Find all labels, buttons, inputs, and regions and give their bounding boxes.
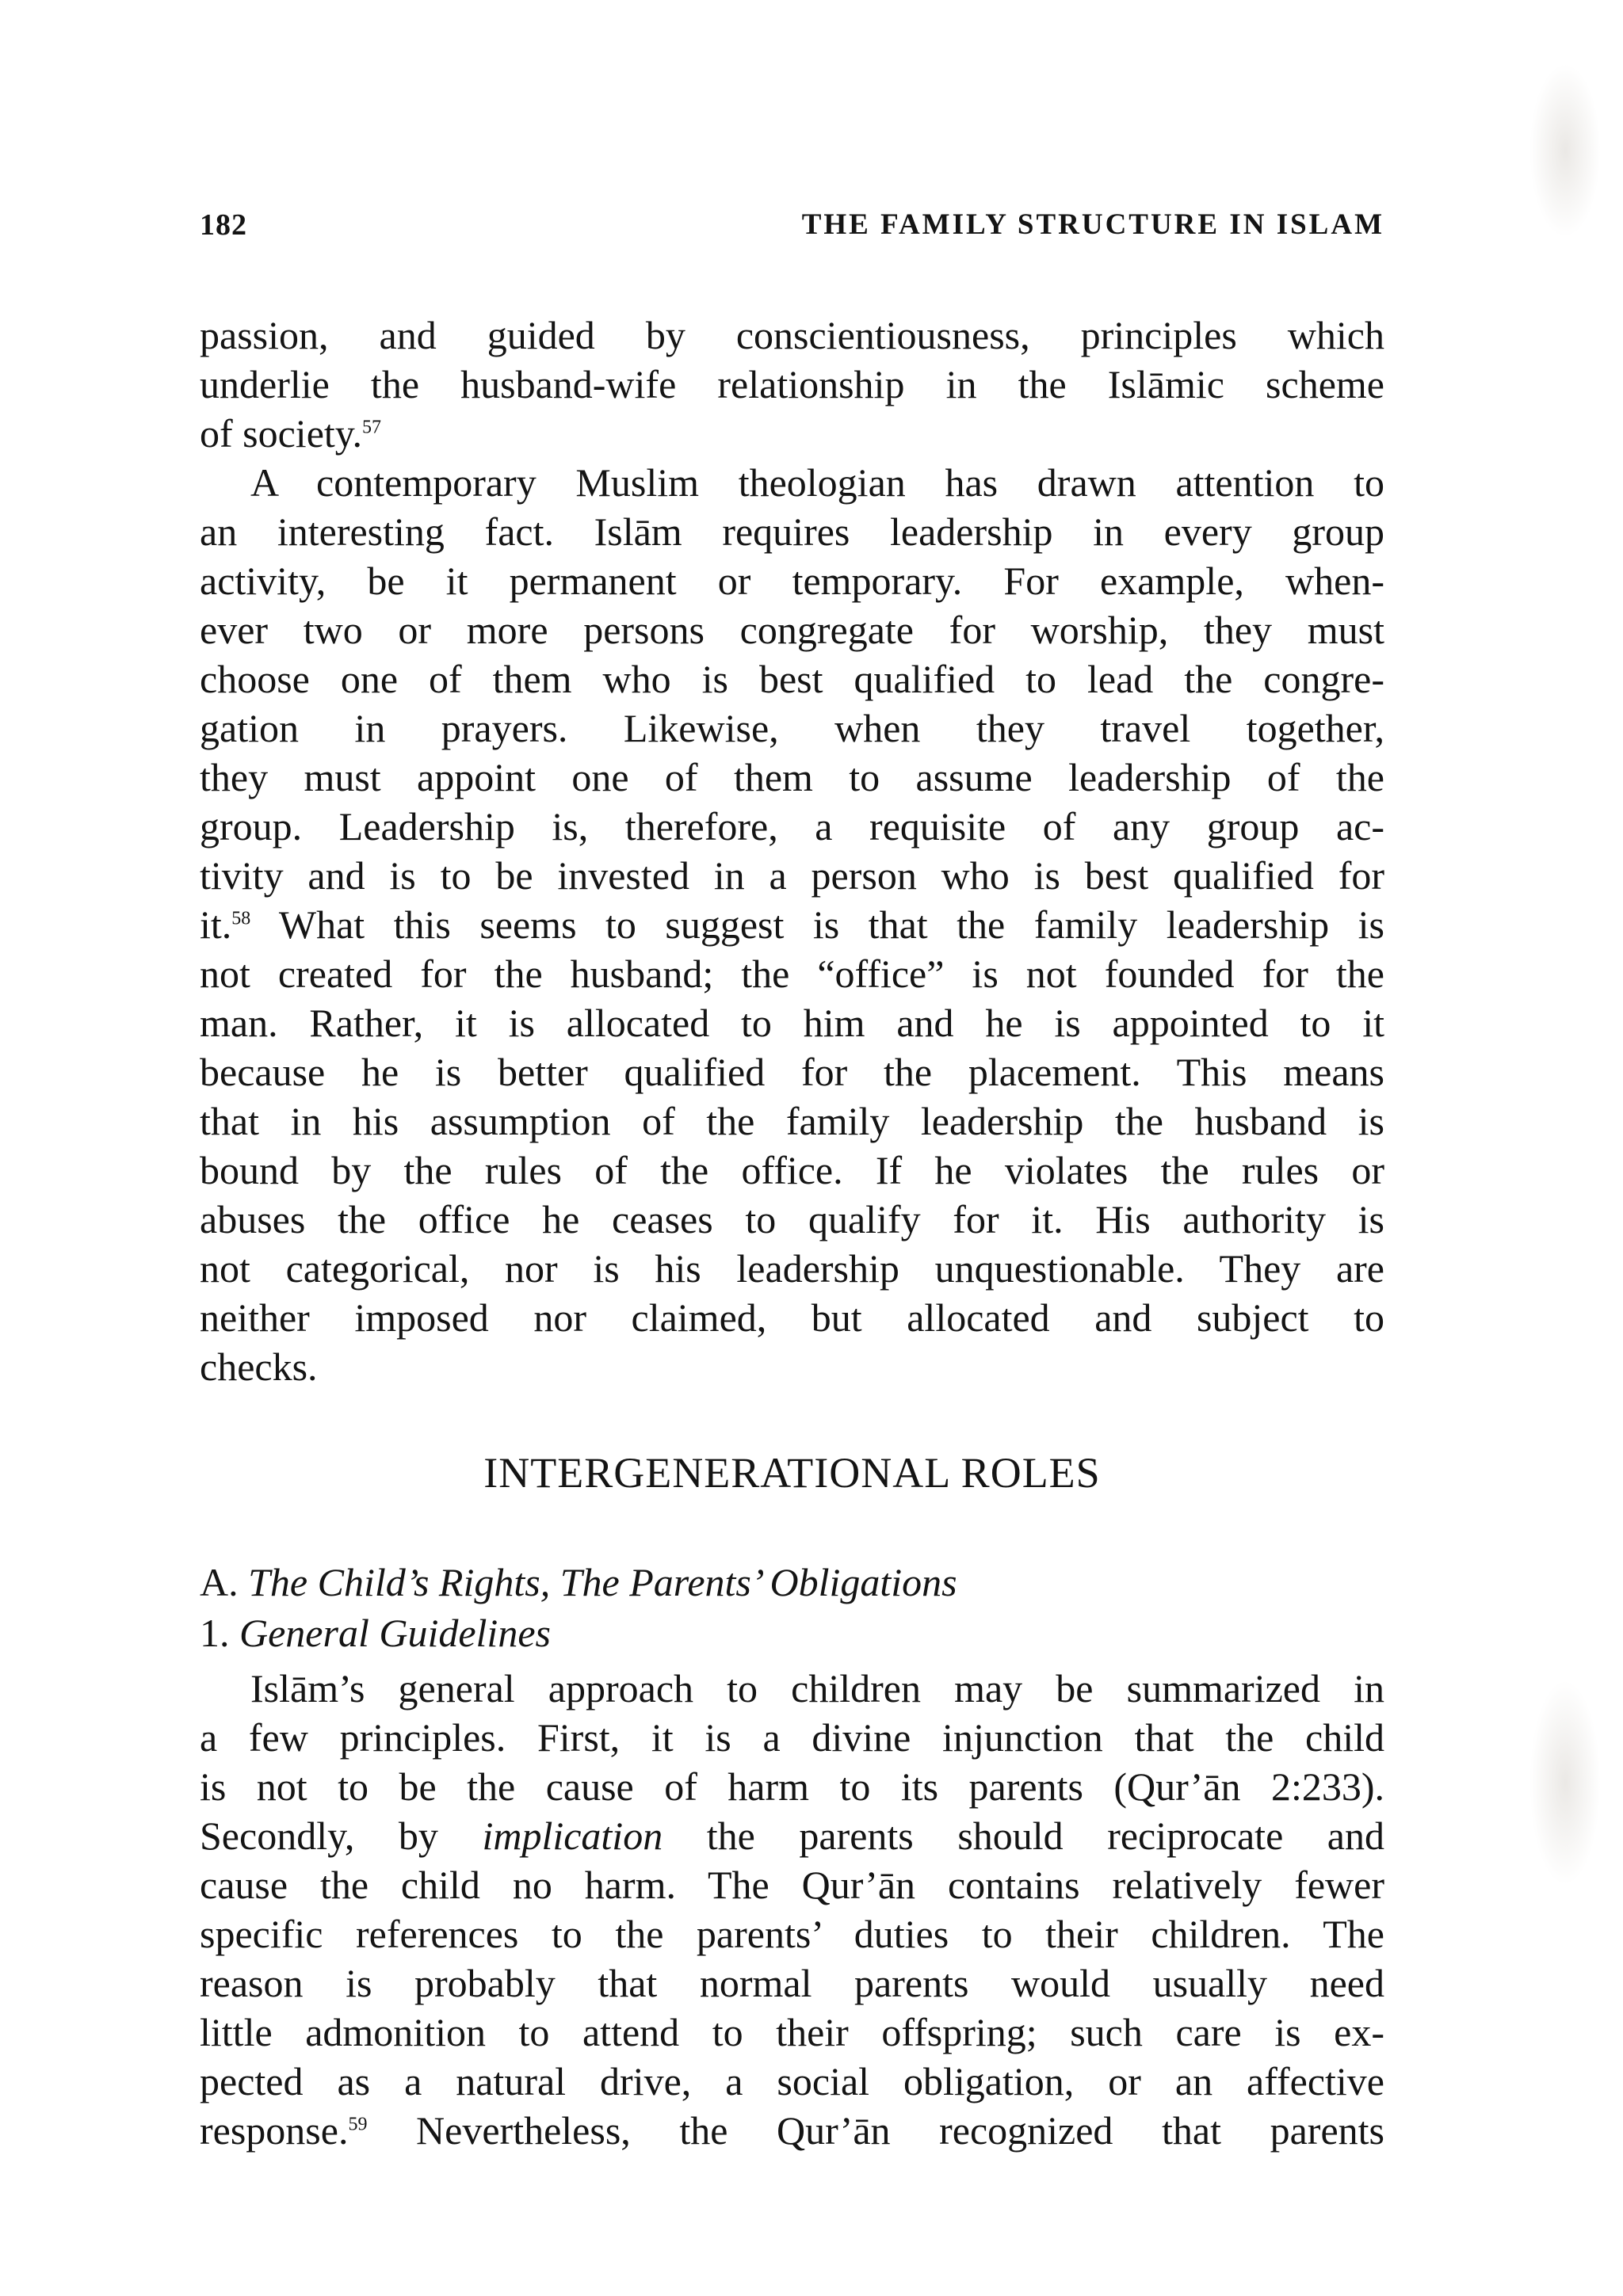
section-heading: INTERGENERATIONAL ROLES (483, 1449, 1101, 1497)
text-line: pected as a natural drive, a social obligation, or an affective (200, 2059, 1384, 2103)
text-line: underlie the husband-wife relationship in the Islāmic scheme (200, 362, 1384, 406)
text-fragment: What this seems to suggest is that the family leadership is (250, 902, 1384, 947)
subheading-title: The Child’s Rights, The Parents’ Obligations (248, 1560, 957, 1604)
text-line: not categorical, nor is his leadership unquestionable. They are (200, 1246, 1384, 1291)
text-fragment: it. (200, 902, 232, 947)
subheading-title: General Guidelines (239, 1611, 551, 1655)
text-line (200, 1811, 1384, 1860)
subheading-marker: A. (200, 1560, 239, 1604)
text-line (200, 409, 1384, 458)
text-line: checks. (200, 1344, 318, 1389)
text-fragment: the parents should reciprocate and (663, 1814, 1384, 1858)
text-line: that in his assumption of the family leadership the husband is (200, 1099, 1384, 1143)
text-line: choose one of them who is best qualified to lead the congre- (200, 657, 1384, 701)
emphasis-text: implication (482, 1814, 663, 1858)
text-line (200, 2106, 1384, 2155)
paper-stain (1529, 1680, 1601, 1886)
text-fragment: Secondly, by (200, 1814, 483, 1858)
text-line: because he is better qualified for the placement. This means (200, 1050, 1384, 1094)
paragraph-leadership (200, 458, 1384, 1391)
paper-stain (1529, 63, 1601, 238)
page-header (200, 204, 1384, 252)
text-line: reason is probably that normal parents would usually need (200, 1961, 1384, 2005)
text-line: tivity and is to be invested in a person who is best qualified for (200, 853, 1384, 898)
text-fragment: of society. (200, 411, 363, 456)
subheading-marker: 1. (200, 1611, 230, 1655)
text-line: Islām’s general approach to children may be summarized in (250, 1666, 1384, 1711)
text-line: cause the child no harm. The Qur’ān contains relatively fewer (200, 1863, 1384, 1907)
text-line: specific references to the parents’ duties to their children. The (200, 1912, 1384, 1956)
text-fragment: response. (200, 2108, 349, 2153)
text-line: a few principles. First, it is a divine injunction that the child (200, 1715, 1384, 1760)
text-line: bound by the rules of the office. If he violates the rules or (200, 1148, 1384, 1192)
page-number: 182 (200, 208, 247, 242)
text-line: man. Rather, it is allocated to him and he is appointed to it (200, 1001, 1384, 1045)
text-line: ever two or more persons congregate for worship, they must (200, 608, 1384, 652)
text-line: gation in prayers. Likewise, when they travel together, (200, 706, 1384, 750)
text-line: abuses the office he ceases to qualify for it. His authority is (200, 1197, 1384, 1241)
paragraph-children (200, 1664, 1384, 2155)
text-line: activity, be it permanent or temporary. For example, when- (200, 559, 1384, 603)
text-line: not created for the husband; the “office” is not founded for the (200, 952, 1384, 996)
subheading-a (200, 1559, 957, 1605)
text-line: neither imposed nor claimed, but allocated and subject to (200, 1295, 1384, 1340)
text-line: group. Leadership is, therefore, a requisite of any group ac- (200, 804, 1384, 849)
footnote-marker: 58 (231, 908, 251, 929)
text-line (200, 900, 1384, 949)
running-head: THE FAMILY STRUCTURE IN ISLAM (801, 208, 1384, 241)
paragraph-continuation (200, 311, 1384, 458)
text-line: is not to be the cause of harm to its parents (Qur’ān 2:233). (200, 1764, 1384, 1809)
text-line: they must appoint one of them to assume leadership of the (200, 755, 1384, 799)
footnote-marker: 57 (362, 417, 382, 438)
text-line: an interesting fact. Islām requires leadership in every group (200, 509, 1384, 554)
text-line: passion, and guided by conscientiousness, principles which (200, 313, 1384, 357)
subheading-1 (200, 1610, 551, 1656)
footnote-marker: 59 (348, 2114, 368, 2135)
text-line: A contemporary Muslim theologian has drawn attention to (250, 460, 1384, 505)
text-fragment: Nevertheless, the Qur’ān recognized that parents (367, 2108, 1384, 2153)
text-line: little admonition to attend to their offspring; such care is ex- (200, 2010, 1384, 2054)
